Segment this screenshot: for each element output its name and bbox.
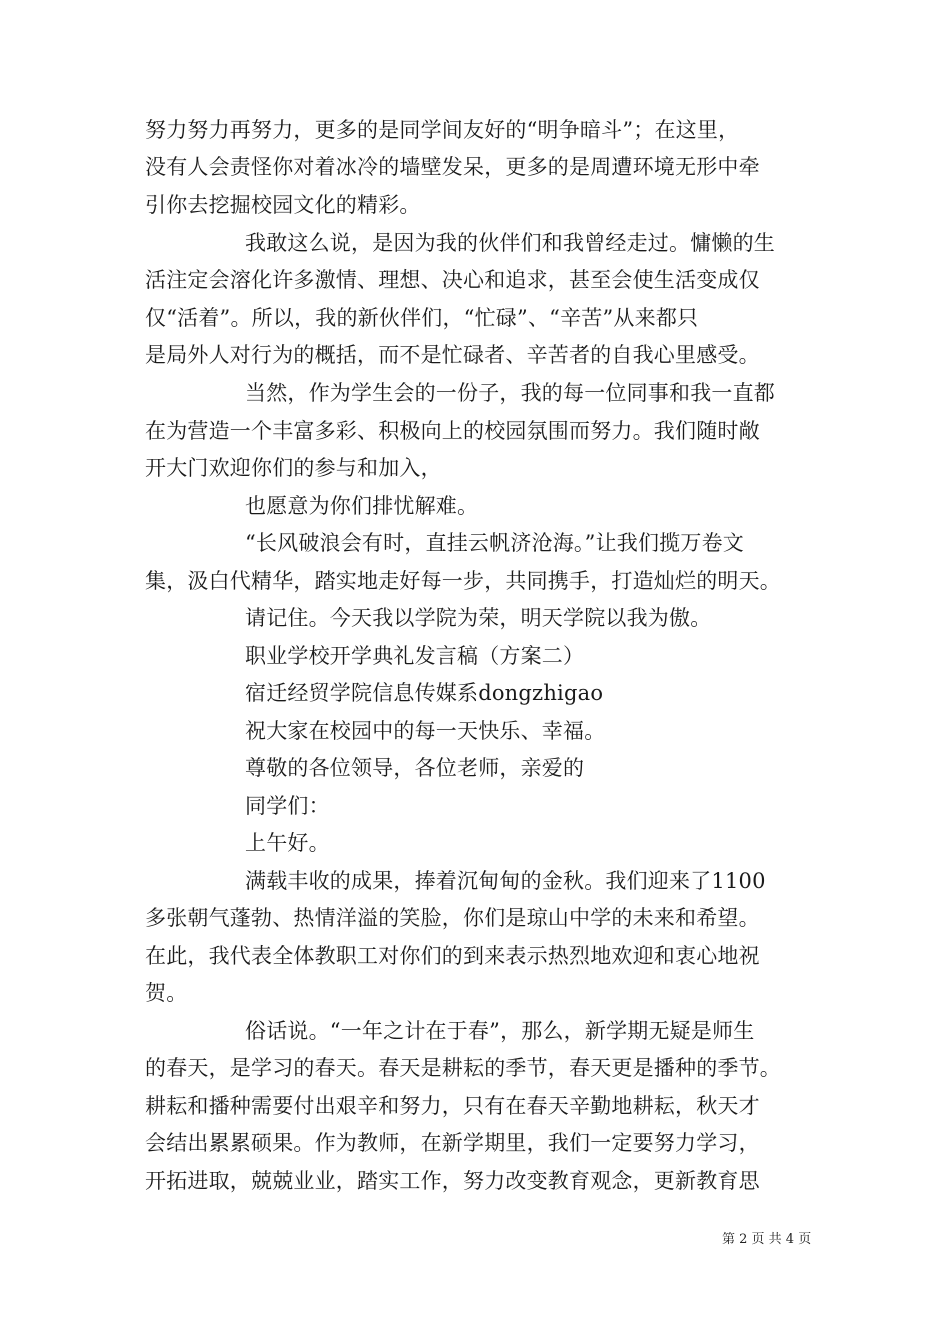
paragraph-start-line: 我敢这么说，是因为我的伙伴们和我曾经走过。慵懒的生 [245, 231, 775, 255]
author-line: 宿迁经贸学院信息传媒系dongzhigao [245, 681, 604, 705]
paragraph-start-line: 请记住。今天我以学院为荣，明天学院以我为傲。 [245, 606, 712, 630]
greeting-line: 上午好。 [245, 831, 330, 855]
text-line: 开大门欢迎你们的参与和加入， [145, 456, 442, 480]
text-line: 是局外人对行为的概括，而不是忙碌者、辛苦者的自我心里感受。 [145, 343, 760, 367]
text-line: 会结出累累硕果。作为教师，在新学期里，我们一定要努力学习， [145, 1131, 760, 1155]
section-title: 职业学校开学典礼发言稿（方案二） [245, 644, 585, 668]
text-line: 活注定会溶化许多激情、理想、决心和追求，甚至会使生活变成仅 [145, 268, 760, 292]
text-line: 在此，我代表全体教职工对你们的到来表示热烈地欢迎和衷心地祝 [145, 944, 760, 968]
text-line: 努力努力再努力，更多的是同学间友好的“明争暗斗”；在这里， [145, 118, 740, 142]
text-line: 集，汲白代精华，踏实地走好每一步，共同携手，打造灿烂的明天。 [145, 569, 781, 593]
text-line: 开拓进取，兢兢业业，踏实工作，努力改变教育观念，更新教育思 [145, 1169, 760, 1193]
text-line: 引你去挖掘校园文化的精彩。 [145, 193, 421, 217]
paragraph-start-line: 俗话说。“一年之计在于春”，那么，新学期无疑是师生 [245, 1019, 755, 1043]
paragraph-start-line: 也愿意为你们排忧解难。 [245, 494, 479, 518]
text-line: 贺。 [145, 981, 188, 1005]
paragraph-start-line: “长风破浪会有时，直挂云帆济沧海。”让我们揽万卷文 [245, 531, 744, 555]
text-line: 多张朝气蓬勃、热情洋溢的笑脸，你们是琼山中学的未来和希望。 [145, 906, 760, 930]
salutation-line: 同学们： [245, 794, 330, 818]
page-number-footer: 第 2 页 共 4 页 [722, 1232, 812, 1247]
text-line: 耕耘和播种需要付出艰辛和努力，只有在春天辛勤地耕耘，秋天才 [145, 1094, 760, 1118]
salutation-line: 尊敬的各位领导，各位老师，亲爱的 [245, 756, 585, 780]
paragraph-start-line: 祝大家在校园中的每一天快乐、幸福。 [245, 719, 606, 743]
text-line: 没有人会责怪你对着冰冷的墙壁发呆，更多的是周遭环境无形中牵 [145, 155, 760, 179]
text-line: 的春天，是学习的春天。春天是耕耘的季节，春天更是播种的季节。 [145, 1056, 781, 1080]
text-line: 在为营造一个丰富多彩、积极向上的校园氛围而努力。我们随时敞 [145, 419, 760, 443]
paragraph-start-line: 当然，作为学生会的一份子，我的每一位同事和我一直都 [245, 381, 775, 405]
text-line: 仅“活着”。所以，我的新伙伴们，“忙碌”、“辛苦”从来都只 [145, 306, 699, 330]
paragraph-start-line: 满载丰收的成果，捧着沉甸甸的金秋。我们迎来了1100 [245, 869, 766, 893]
